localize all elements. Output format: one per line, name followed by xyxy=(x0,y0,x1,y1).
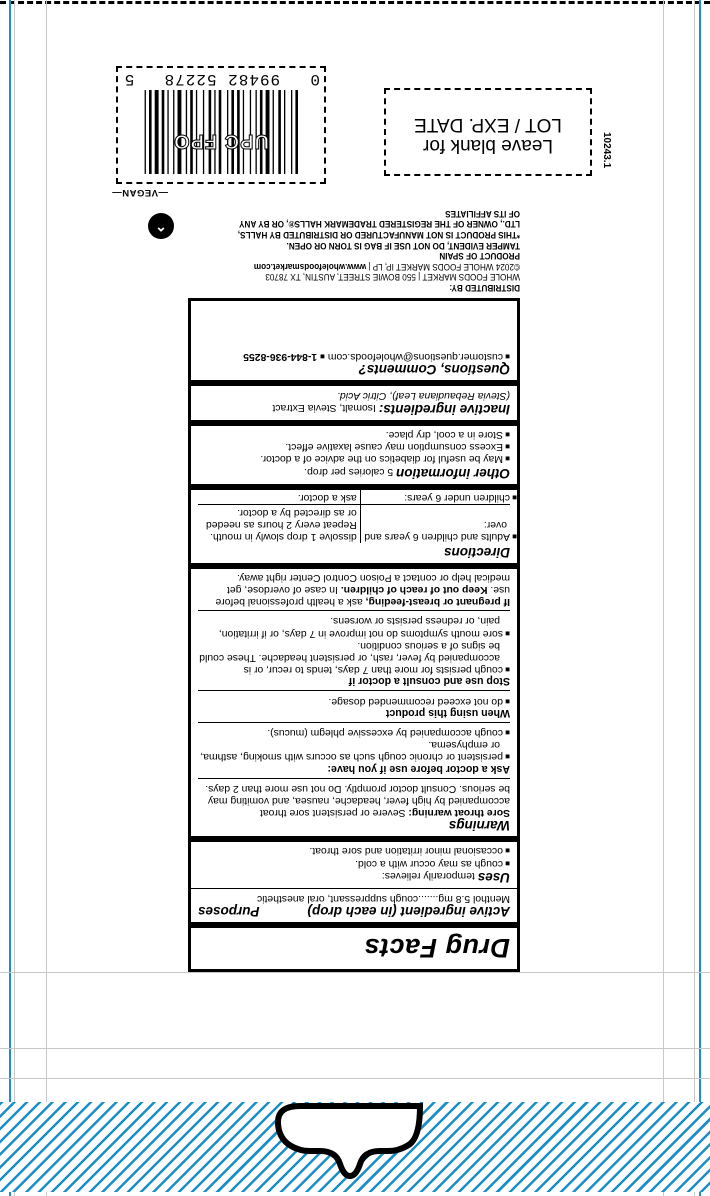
directions-table xyxy=(198,490,510,543)
inactive-ingredients xyxy=(198,401,510,417)
stop-use-item: ■ sore mouth symptoms do not improve in 7 days, or if irritation, pain, or redness persists or worsens. xyxy=(198,614,510,638)
upc-barcode-box xyxy=(116,66,326,184)
upc-label: UPC FPO xyxy=(173,130,269,152)
warnings-header: Warnings xyxy=(448,818,510,834)
table-row xyxy=(198,490,510,505)
lot-line1: Leave blank for xyxy=(423,135,553,156)
inactive-header: Inactive ingredients: xyxy=(378,401,510,417)
lot-text xyxy=(386,114,590,156)
directions-what: dissolve 1 drop slowly in mouth. Repeat every 2 hours as needed or as directed by a doctor. xyxy=(198,504,360,543)
trademark-line: OF ITS AFFILIATES xyxy=(445,207,520,219)
other-info-header: Other information xyxy=(396,465,510,481)
ask-doctor-item: ■ cough accompanied by excessive phlegm (mucus). xyxy=(198,726,510,738)
drug-facts-title: Drug Facts xyxy=(363,933,510,963)
uses-item: ■ occasional minor irritation and sore throat. xyxy=(198,844,510,856)
vegan-mark: —VEGAN— xyxy=(111,187,168,198)
uses-header: Uses xyxy=(477,869,510,885)
active-ingredient-header: Active ingredient (in each drop) xyxy=(307,904,510,919)
drug-facts-panel xyxy=(188,298,520,972)
inactive-text: Isomalt, Stevia Extract xyxy=(272,401,376,413)
table-row xyxy=(198,504,510,543)
trademark-line: LTD., OWNER OF THE REGISTERED TRADEMARK HALLS®, OR BY ANY xyxy=(239,218,520,230)
questions-phone: 1-844-936-8255 xyxy=(243,351,318,363)
ask-doctor-item: ■ persistent or chronic cough such as occurs with smoking, asthma, or emphysema. xyxy=(198,738,510,762)
directions-who: ■ children under 6 years: xyxy=(360,490,510,505)
pregnancy-warning xyxy=(198,571,510,608)
questions-email: ■ customer.questions@wholefoods.com xyxy=(328,351,510,362)
sore-throat-warning xyxy=(198,782,510,819)
active-ingredient-header-row xyxy=(198,904,510,919)
product-of: PRODUCT OF SPAIN xyxy=(439,250,520,262)
hang-hole-icon xyxy=(0,1096,710,1196)
trademark-line: *THIS PRODUCT IS NOT MANUFACTURED OR DISTRIBUTED BY HALLS, xyxy=(237,229,520,241)
website-link: www.wholefoodsmarket.com xyxy=(253,260,367,272)
directions-header: Directions xyxy=(443,544,510,560)
distributor-label: DISTRIBUTED BY: xyxy=(449,282,520,293)
other-info-item: ■ May be useful for diabetics on the advice of a doctor. xyxy=(198,452,510,464)
when-using-header: When using this product xyxy=(385,706,510,719)
ask-doctor-header: Ask a doctor before use if you have: xyxy=(327,762,510,775)
directions-what: ask a doctor. xyxy=(198,490,360,505)
keep-out-text: In case of overdose, get medical help or contact a Poison Control Center right away. xyxy=(227,571,510,595)
directions-who: ■ Adults and children 6 years and over: xyxy=(360,504,510,543)
other-info-item: ■ Store in a cool, dry place. xyxy=(198,428,510,440)
uses-section xyxy=(198,869,510,885)
copyright-text: ©2024 WHOLE FOODS MARKET IP, LP | xyxy=(368,260,520,272)
upc-right-digit: 5 xyxy=(123,70,135,88)
active-ingredient-line: Menthol 5.8 mg.......cough suppressant, oral anesthetic xyxy=(257,893,510,904)
sore-throat-label: Sore throat warning: xyxy=(408,807,510,819)
chevron-up-icon: ⌃ xyxy=(148,213,174,239)
other-info-item: ■ Excess consumption may cause laxative effect. xyxy=(198,440,510,452)
lot-exp-date-box xyxy=(384,88,592,176)
upc-number: 99482 52278 xyxy=(163,70,281,88)
distributor-line2 xyxy=(236,260,520,271)
distributor-line1: WHOLE FOODS MARKET | 550 BOWIE STREET, AUSTIN, TX 78703 xyxy=(265,271,520,283)
purposes-header: Purposes xyxy=(198,904,260,919)
other-info-intro: 5 calories per drop. xyxy=(304,465,394,477)
lot-line2: LOT / EXP. DATE xyxy=(414,114,562,135)
questions-header: Questions, Comments? xyxy=(358,362,510,378)
lot-code: 10243.1 xyxy=(601,132,612,169)
pregnant-text: ask a health professional before use. xyxy=(215,583,510,608)
other-info-section xyxy=(198,464,510,480)
sore-throat-text: Severe or persistent sore throat accompanied by high fever, headache, nausea, and vomiting may be serious. Consult doctor promptly. Do not use more than 2 days. xyxy=(205,782,510,819)
distributor-block xyxy=(236,207,520,292)
keep-out-label: Keep out of reach of children. xyxy=(340,583,488,595)
vegan-text: VEGAN xyxy=(121,187,158,198)
stop-use-header: Stop use and consult a doctor if xyxy=(348,675,510,688)
stop-use-item: ■ cough persists for more than 7 days, tends to recur, or is accompanied by fever, rash, or persistent headache. These could be signs of a serious condition. xyxy=(198,639,510,676)
pregnant-label: If pregnant or breast-feeding, xyxy=(365,596,510,608)
questions-contact: ■ customer.questions@wholefoods.com ■ 1-844-936-8255 xyxy=(198,350,510,362)
when-using-item: ■ do not exceed recommended dosage. xyxy=(198,694,510,706)
upc-left-digit: 0 xyxy=(309,70,320,88)
inactive-text-2: (Stevia Rebaudiana Leaf), Citric Acid. xyxy=(337,389,510,401)
upc-number-row xyxy=(120,70,320,88)
tamper-warning: TAMPER EVIDENT, DO NOT USE IF BAG IS TORN OR OPEN. xyxy=(286,239,520,251)
uses-item: ■ cough as may occur with a cold. xyxy=(198,856,510,868)
uses-intro: temporarily relieves: xyxy=(381,869,475,881)
